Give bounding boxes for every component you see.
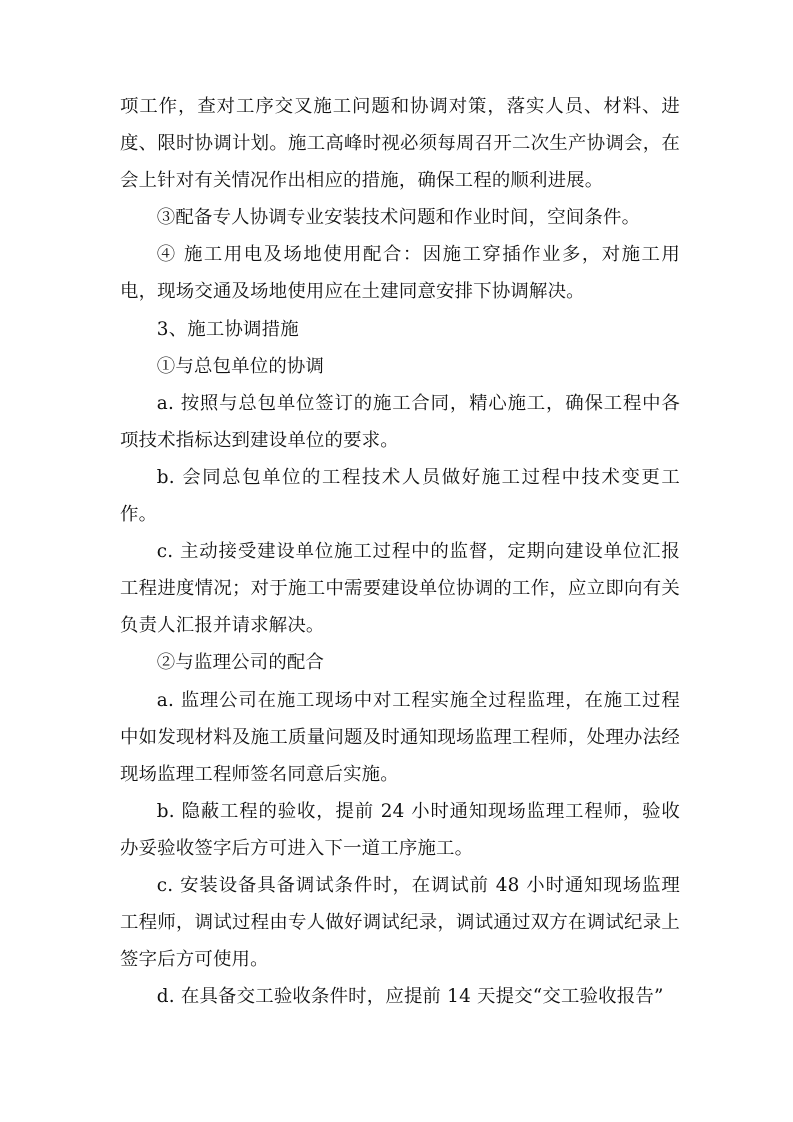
item-contractor-b: b. 会同总包单位的工程技术人员做好施工过程中技术变更工作。 <box>120 466 680 526</box>
paragraph-power-site-usage: ④ 施工用电及场地使用配合：因施工穿插作业多，对施工用电，现场交通及场地使用应在土建同意安排下协调解决。 <box>120 244 680 303</box>
item-supervision-b: b. 隐蔽工程的验收，提前 24 小时通知现场监理工程师，验收办妥验收签字后方可进入下一道工序施工。 <box>120 800 680 859</box>
item-contractor-a: a. 按照与总包单位签订的施工合同，精心施工，确保工程中各项技术指标达到建设单位的要求。 <box>120 392 680 451</box>
paragraph-specialist-coordination: ③配备专人协调专业安装技术问题和作业时间，空间条件。 <box>156 207 641 229</box>
paragraph-meeting-coordination: 项工作，查对工序交叉施工问题和协调对策，落实人员、材料、进度、限时协调计划。施工高峰时视必须每周召开二次生产协调会，在会上针对有关情况作出相应的措施，确保工程的顺利进展。 <box>120 96 680 192</box>
item-supervision-d: d. 在具备交工验收条件时，应提前 14 天提交“交工验收报告” <box>156 986 664 1008</box>
section-heading-coordination-measures: 3、施工协调措施 <box>156 318 299 340</box>
subheading-general-contractor: ①与总包单位的协调 <box>156 355 325 377</box>
subheading-supervision-company: ②与监理公司的配合 <box>156 652 325 674</box>
item-supervision-c: c. 安装设备具备调试条件时，在调试前 48 小时通知现场监理工程师，调试过程由专人做好调试纪录，调试通过双方在调试纪录上签字后方可使用。 <box>120 874 680 971</box>
item-supervision-a: a. 监理公司在施工现场中对工程实施全过程监理，在施工过程中如发现材料及施工质量问题及时通知现场监理工程师，处理办法经现场监理工程师签名同意后实施。 <box>120 689 680 785</box>
item-contractor-c: c. 主动接受建设单位施工过程中的监督，定期向建设单位汇报工程进度情况；对于施工中需要建设单位协调的工作，应立即向有关负责人汇报并请求解决。 <box>120 541 680 637</box>
document-body <box>120 88 680 1015</box>
